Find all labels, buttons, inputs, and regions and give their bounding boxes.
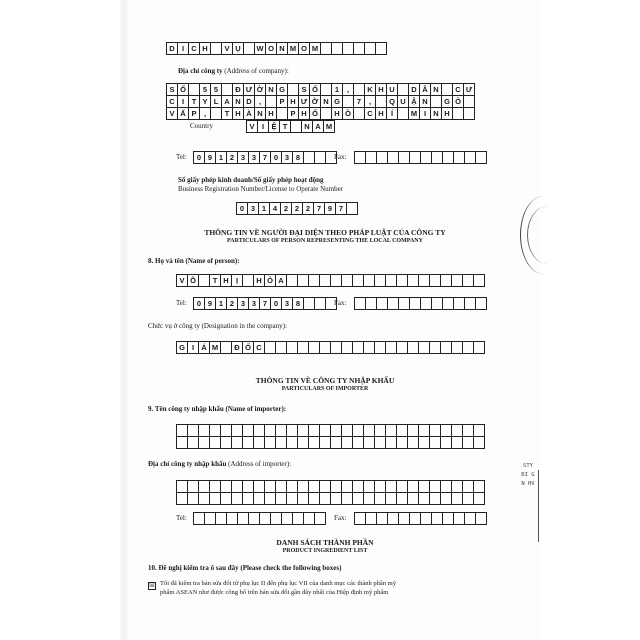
char-box: Í (386, 107, 398, 120)
rep-heading-vi: THÔNG TIN VỀ NGƯỜI ĐẠI DIỆN THEO PHÁP LUẬT CỦA CÔNG TY (204, 228, 446, 237)
license-label-en: Business Registration Number/License to Operate Number (178, 185, 344, 193)
char-box: 3 (247, 202, 259, 215)
char-box: Ố (242, 341, 254, 354)
check-label-en: (Please check the following boxes) (240, 564, 342, 572)
company-address-label-vi: Địa chỉ công ty (178, 67, 223, 75)
company-address-line-3[interactable] (166, 107, 475, 120)
char-box: 9 (204, 297, 216, 310)
char-box (314, 512, 326, 525)
char-box: 9 (324, 202, 336, 215)
char-box: S (166, 83, 178, 96)
rep-tel-label: Tel: (176, 299, 187, 307)
char-box: 0 (270, 297, 282, 310)
char-box: C (452, 83, 464, 96)
license-label-vi: Số giấy phép kinh doanh/Số giấy phép hoạt động (178, 176, 324, 184)
importer-address-label-en: (Address of importer): (228, 460, 292, 468)
char-box: 7 (259, 297, 271, 310)
char-box: 8 (292, 297, 304, 310)
char-box: 2 (291, 202, 303, 215)
char-box: D (166, 42, 178, 55)
importer-name-label-vi: 9. Tên công ty nhập khẩu (148, 405, 224, 413)
char-box: T (279, 120, 291, 133)
char-box: H (331, 107, 343, 120)
company-address-label (178, 67, 289, 75)
char-box: D (243, 95, 255, 108)
importer-name-label (148, 405, 286, 413)
char-box: N (419, 95, 431, 108)
char-box: 2 (226, 151, 238, 164)
char-box: Ò (452, 95, 464, 108)
char-box: N (276, 42, 288, 55)
country-grid[interactable] (246, 120, 335, 133)
importer-address-label (148, 460, 291, 468)
char-box: H (287, 95, 299, 108)
char-box: Ư (243, 83, 255, 96)
designation-label: Chức vụ ở công ty (Designation in the company): (148, 322, 287, 330)
char-box: C (364, 107, 376, 120)
designation-grid[interactable] (176, 341, 485, 354)
char-box: C (253, 341, 265, 354)
rep-fax-label: Fax: (334, 299, 347, 307)
char-box: 0 (236, 202, 248, 215)
char-box: , (364, 95, 376, 108)
char-box: Đ (231, 341, 243, 354)
char-box: M (287, 42, 299, 55)
margin-note: STY ĐI GN HV (521, 463, 535, 487)
char-box: T (221, 107, 233, 120)
char-box: 0 (270, 151, 282, 164)
ingredients-heading-vi: DANH SÁCH THÀNH PHẦN (276, 538, 374, 547)
char-box: , (199, 107, 211, 120)
char-box (473, 492, 485, 505)
char-box: 2 (226, 297, 238, 310)
char-box: P (287, 107, 299, 120)
char-box: M (408, 107, 420, 120)
char-box (346, 202, 358, 215)
char-box (463, 107, 475, 120)
char-box: V (221, 42, 233, 55)
char-box: I (177, 42, 189, 55)
char-box: A (312, 120, 324, 133)
char-box: H (441, 107, 453, 120)
char-box: N (254, 107, 266, 120)
char-box: T (209, 274, 221, 287)
char-box: 3 (248, 297, 260, 310)
char-box: H (298, 107, 310, 120)
char-box: Ị (231, 274, 243, 287)
checked-checkbox[interactable]: ☒ (149, 582, 155, 589)
importer-heading-en: PARTICULARS OF IMPORTER (281, 386, 369, 392)
rep-tel-grid[interactable] (193, 297, 337, 310)
char-box (473, 341, 485, 354)
char-box: Đ (232, 83, 244, 96)
company-tel-label: Tel: (176, 153, 187, 161)
char-box: K (364, 83, 376, 96)
char-box: U (386, 83, 398, 96)
char-box: O (298, 42, 310, 55)
char-box: Á (198, 341, 210, 354)
char-box: 0 (193, 151, 205, 164)
char-box: Â (419, 83, 431, 96)
char-box: L (210, 95, 222, 108)
page-spine-shadow (118, 0, 128, 640)
char-box: Ồ (342, 107, 354, 120)
char-box: N (430, 107, 442, 120)
char-box: C (188, 42, 200, 55)
char-box (473, 436, 485, 449)
char-box: Ư (298, 95, 310, 108)
importer-heading-vi: THÔNG TIN VỀ CÔNG TY NHẬP KHẨU (255, 376, 395, 385)
company-name-grid[interactable] (166, 42, 387, 55)
ingredients-heading-en: PRODUCT INGREDIENT LIST (282, 548, 368, 554)
importer-fax-grid[interactable] (354, 512, 487, 525)
char-box (473, 274, 485, 287)
stamp-edge-seal-inner (527, 206, 568, 264)
rep-name-label-vi: 8. Họ và tên (148, 257, 184, 265)
license-number-grid[interactable] (236, 202, 358, 215)
char-box: P (188, 107, 200, 120)
char-box: N (301, 120, 313, 133)
check-text-line-1: Tôi đã kiểm tra bản sửa đổi từ phụ lục II đến phụ lục VII của danh mục các thành phần mỹ (160, 580, 396, 587)
char-box: 2 (280, 202, 292, 215)
char-box: Ụ (232, 42, 244, 55)
char-box: 1 (258, 202, 270, 215)
importer-tel-label: Tel: (176, 514, 187, 522)
char-box: H (199, 42, 211, 55)
char-box: I (177, 95, 189, 108)
char-box: 2 (302, 202, 314, 215)
char-box: Õ (187, 274, 199, 287)
char-box: V (176, 274, 188, 287)
char-box: 3 (281, 151, 293, 164)
char-box: V (166, 107, 178, 120)
check-text (160, 579, 540, 597)
char-box (475, 297, 487, 310)
char-box: P (276, 95, 288, 108)
char-box: Ậ (408, 95, 420, 108)
rep-name-label-en: (Name of person): (185, 257, 240, 265)
char-box: Ấ (177, 107, 189, 120)
char-box: 7 (259, 151, 271, 164)
char-box: T (188, 95, 200, 108)
rep-heading-en: PARTICULARS OF PERSON REPRESENTING THE LOCAL COMPANY (227, 238, 423, 244)
char-box: 7 (353, 95, 365, 108)
char-box: A (221, 95, 233, 108)
char-box (375, 42, 387, 55)
char-box: Q (386, 95, 398, 108)
importer-address-line-2[interactable] (176, 492, 485, 505)
char-box: , (342, 83, 354, 96)
char-box: Ờ (309, 95, 321, 108)
char-box: A (275, 274, 287, 287)
rep-name-label (148, 257, 240, 265)
char-box: H (232, 107, 244, 120)
char-box: 7 (313, 202, 325, 215)
right-margin (540, 0, 640, 640)
char-box: I (187, 341, 199, 354)
char-box: S (298, 83, 310, 96)
char-box: 1 (215, 297, 227, 310)
char-box: G (441, 95, 453, 108)
char-box (475, 151, 487, 164)
char-box: Ố (309, 83, 321, 96)
check-label-vi: 10. Đề nghị kiểm tra ô sau đây (148, 564, 239, 572)
char-box: H (253, 274, 265, 287)
check-text-line-2: phẩm ASEAN như được công bố trên bản sửa đổi gần đây nhất của Hiệp định mỹ phẩm (160, 589, 389, 596)
char-box: 3 (281, 297, 293, 310)
company-tel-grid[interactable] (193, 151, 337, 164)
importer-name-label-en: (Name of importer): (225, 405, 287, 413)
country-label: Country (190, 122, 213, 130)
company-fax-grid[interactable] (354, 151, 487, 164)
char-box: Y (199, 95, 211, 108)
char-box: Ò (264, 274, 276, 287)
char-box: N (265, 83, 277, 96)
char-box: I (257, 120, 269, 133)
char-box: Ố (309, 107, 321, 120)
char-box: À (243, 107, 255, 120)
company-address-label-en: (Address of company): (224, 67, 289, 75)
char-box: U (397, 95, 409, 108)
char-box: G (176, 341, 188, 354)
char-box: 1 (331, 83, 343, 96)
check-section-label (148, 564, 341, 572)
char-box: G (331, 95, 343, 108)
char-box: M (209, 341, 221, 354)
char-box: 9 (204, 151, 216, 164)
char-box: C (166, 95, 178, 108)
char-box: N (320, 95, 332, 108)
char-box: O (265, 42, 277, 55)
char-box: 5 (199, 83, 211, 96)
char-box: H (375, 83, 387, 96)
char-box: H (220, 274, 232, 287)
char-box: Ố (177, 83, 189, 96)
importer-tel-grid[interactable] (193, 512, 326, 525)
char-box: 3 (237, 297, 249, 310)
char-box: 8 (292, 151, 304, 164)
char-box (475, 512, 487, 525)
rep-name-grid[interactable] (176, 274, 485, 287)
char-box: Ư (463, 83, 475, 96)
char-box: N (232, 95, 244, 108)
char-box: N (430, 83, 442, 96)
char-box: M (323, 120, 335, 133)
char-box: Ờ (254, 83, 266, 96)
char-box: 0 (193, 297, 205, 310)
char-box: 7 (335, 202, 347, 215)
char-box: 3 (248, 151, 260, 164)
importer-name-line-2[interactable] (176, 436, 485, 449)
char-box: 1 (215, 151, 227, 164)
char-box: 4 (269, 202, 281, 215)
company-fax-label: Fax: (334, 153, 347, 161)
char-box: , (254, 95, 266, 108)
char-box: H (265, 107, 277, 120)
char-box: D (408, 83, 420, 96)
char-box: V (246, 120, 258, 133)
char-box: 3 (237, 151, 249, 164)
char-box: M (309, 42, 321, 55)
char-box: G (276, 83, 288, 96)
char-box: H (375, 107, 387, 120)
char-box: W (254, 42, 266, 55)
importer-fax-label: Fax: (334, 514, 347, 522)
char-box: Ệ (268, 120, 280, 133)
rep-fax-grid[interactable] (354, 297, 487, 310)
importer-address-label-vi: Địa chỉ công ty nhập khẩu (148, 460, 227, 468)
char-box: 5 (210, 83, 222, 96)
char-box: I (419, 107, 431, 120)
